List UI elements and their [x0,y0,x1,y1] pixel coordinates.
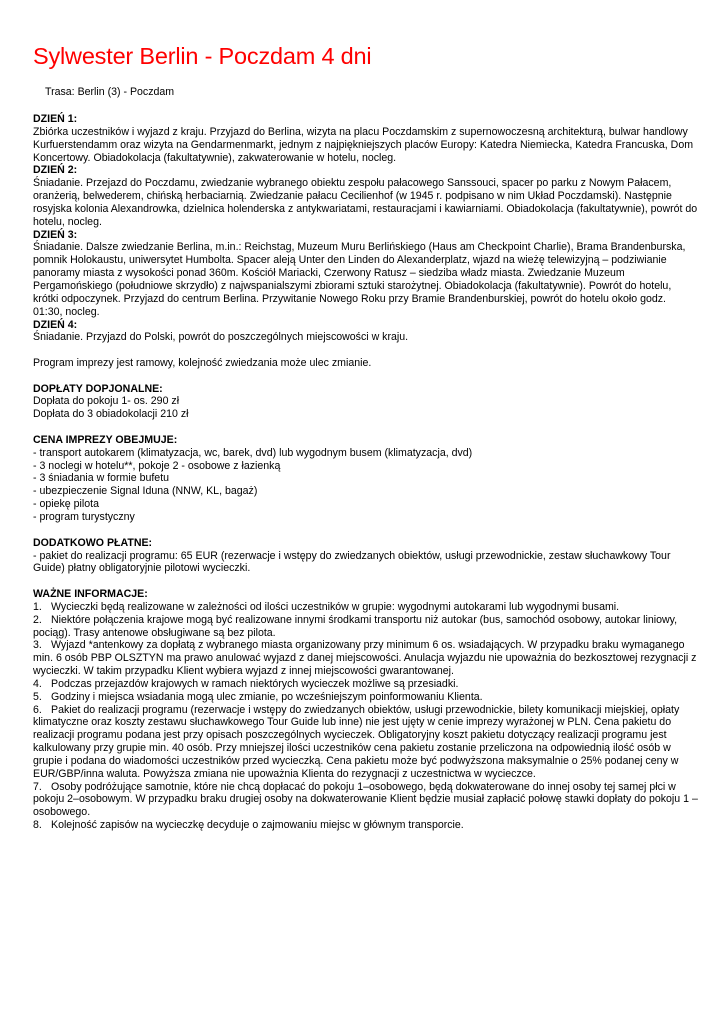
day-4 [33,319,698,345]
included-section [33,434,698,524]
list-item [33,678,698,691]
day-heading: DZIEŃ 2: [33,164,78,177]
item-text: Niektóre połączenia krajowe mogą być realizowane innymi środkami transportu niż autokar (bus, samochód osobowy, autokar liniowy, pociąg). Trasy antenowe obsługiwane są bez pilota. [33,613,678,639]
day-description: Śniadanie. Dalsze zwiedzanie Berlina, m.in.: Reichstag, Muzeum Muru Berlińskiego (Haus am Checkpoint Charlie), Brama Brandenburska, pomnik Holokaustu, uniwersytet Humbolta. Spacer aleją Unter den Linden do Alexanderplatz, wjazd na wieżę telewizyjną – podziwianie panoramy miasta z wysokości ponad 360m. Kościół Mariacki, Czerwony Ratusz – siedziba władz miasta. Zwiedzanie Muzeum Pergamońskiego (południowe skrzydło) z najwspanialszymi zbiorami sztuki starożytnej. Obiadokolacja (fakultatywnie). Powrót do hotelu, krótki odpoczynek. Przyjazd do centrum Berlina. Przywitanie Nowego Roku przy Bramie Brandenburskiej, powrót do hotelu około godz. 01:30, nocleg. [33,241,686,318]
item-number: 4. [33,677,42,690]
list-item [33,639,698,678]
list-item: - ubezpieczenie Signal Iduna (NNW, KL, bagaż) [33,485,258,498]
item-number: 3. [33,639,42,652]
list-item [33,601,698,614]
document-page [33,40,698,832]
item-number: 6. [33,703,42,716]
extras-section [33,383,698,422]
item-text: Wyjazd *antenkowy za dopłatą z wybranego miasta organizowany przy minimum 6 os. wsiadających. W przypadku braku wymaganego min. 6 osób PBP OLSZTYN ma prawo anulować wyjazd z danej miejscowości. Anulacja wyjazdu nie upoważnia do bezkosztowej rezygnacji z wycieczki. W takim przypadku Klient wybiera wyjazd z innej miejscowości gwarantowanej. [33,639,697,678]
item-text: Godziny i miejsca wsiadania mogą ulec zmianie, po wcześniejszym poinformowaniu Klienta. [51,690,483,703]
item-text: Osoby podróżujące samotnie, które nie chcą dopłacać do pokoju 1–osobowego, będą dokwaterowane do innej osoby tej samej płci w pokoju 2–osobowym. W przypadku braku drugiej osoby na dokwaterowanie Klient będzie musiał zapłacić połowę stawki dopłaty do pokoju 1 – osobowego. [33,780,698,819]
item-number: 2. [33,613,42,626]
item-text: Kolejność zapisów na wycieczkę decyduje o zajmowaniu miejsc w głównym transporcie. [51,819,464,832]
item-text: Podczas przejazdów krajowych w ramach niektórych wycieczek możliwe są przesiadki. [51,677,459,690]
item-number: 7. [33,780,42,793]
list-item: - 3 noclegi w hotelu**, pokoje 2 - osobowe z łazienką [33,459,281,472]
day-description: Śniadanie. Przyjazd do Polski, powrót do poszczególnych miejscowości w kraju. [33,331,409,344]
list-item: - program turystyczny [33,511,135,524]
item-number: 8. [33,819,42,832]
program-note: Program imprezy jest ramowy, kolejność zwiedzania może ulec zmianie. [33,356,372,369]
route-line: Trasa: Berlin (3) - Poczdam [45,86,175,98]
list-item: - 3 śniadania w formie bufetu [33,472,170,485]
list-item: - opiekę pilota [33,498,99,511]
item-number: 5. [33,690,42,703]
day-description: Śniadanie. Przejazd do Poczdamu, zwiedzanie wybranego obiektu zespołu pałacowego Sanssouci, spacer po parku z Nowym Pałacem, oranżerią, belwederem, chińską herbaciarnią. Zwiedzanie pałacu Cecilienhof (w 1945 r. podpisano w nim Układ Poczdamski). Następnie rosyjska kolonia Alexandrowka, dzielnica holenderska z antykwariatami, restauracjami i kawiarniami. Obiadokolacja (fakultatywnie), powrót do hotelu, nocleg. [33,177,698,228]
important-heading: WAŻNE INFORMACJE: [33,587,148,600]
day-3 [33,229,698,319]
list-item [33,614,698,640]
page-title: Sylwester Berlin - Poczdam 4 dni [33,43,372,69]
day-heading: DZIEŃ 4: [33,318,78,331]
item-text: Pakiet do realizacji programu (rezerwacje i wstępy do zwiedzanych obiektów, usługi przewodnickie, bilety komunikacji miejskiej, opłaty klimatyczne oraz koszty zestawu słuchawkowego Tour Guide lub inne) nie jest ujęty w cenie imprezy wyrażonej w PLN. Cena pakietu do realizacji programu podana jest przy opisach poszczególnych wycieczek. Obligatoryjny koszt pakietu dotyczący realizacji programu jest kalkulowany przy grupie min. 40 osób. Przy mniejszej ilości uczestników cena pakietu zostanie przeliczona na odpowiednią ilość osób w grupie i podana do wiadomości uczestników przed wycieczką. Cena pakietu może być podwyższona maksymalnie o 25% podanej ceny w EUR/GBP/inna waluta. Powyższa zmiana nie upoważnia Klienta do rezygnacji z uczestnictwa w wycieczce. [33,703,680,780]
additional-text: - pakiet do realizacji programu: 65 EUR (rezerwacje i wstępy do zwiedzanych obiektów, usługi przewodnickie, zestaw słuchawkowy Tour Guide) płatny obligatoryjnie pilotowi wycieczki. [33,549,671,575]
additional-heading: DODATKOWO PŁATNE: [33,536,153,549]
extras-item: Dopłata do pokoju 1- os. 290 zł [33,395,180,408]
list-item: - transport autokarem (klimatyzacja, wc, barek, dvd) lub wygodnym busem (klimatyzacja, dvd) [33,446,473,459]
extras-item: Dopłata do 3 obiadokolacji 210 zł [33,408,189,421]
important-section [33,588,698,832]
list-item [33,704,698,781]
list-item [33,691,698,704]
additional-section [33,537,698,576]
item-number: 1. [33,600,42,613]
included-heading: CENA IMPREZY OBEJMUJE: [33,433,178,446]
list-item [33,781,698,820]
item-text: Wycieczki będą realizowane w zależności od ilości uczestników w grupie: wygodnymi autokarami lub wygodnymi busami. [51,600,620,613]
day-heading: DZIEŃ 3: [33,228,78,241]
itinerary [33,113,698,832]
day-1 [33,113,698,164]
day-description: Zbiórka uczestników i wyjazd z kraju. Przyjazd do Berlina, wizyta na placu Poczdamskim z supernowoczesną architekturą, bulwar handlowy Kurfuerstendamm oraz wizyta na Gendarmenmarkt, jednym z najpiękniejszych placów Europy: Katedra Niemiecka, Katedra Francuska, Dom Koncertowy. Obiadokolacja (fakultatywnie), zakwaterowanie w hotelu, nocleg. [33,125,694,164]
list-item [33,819,698,832]
day-heading: DZIEŃ 1: [33,113,78,125]
extras-heading: DOPŁATY DOPJONALNE: [33,382,163,395]
day-2 [33,164,698,228]
important-list [33,601,698,832]
included-list [33,447,698,524]
